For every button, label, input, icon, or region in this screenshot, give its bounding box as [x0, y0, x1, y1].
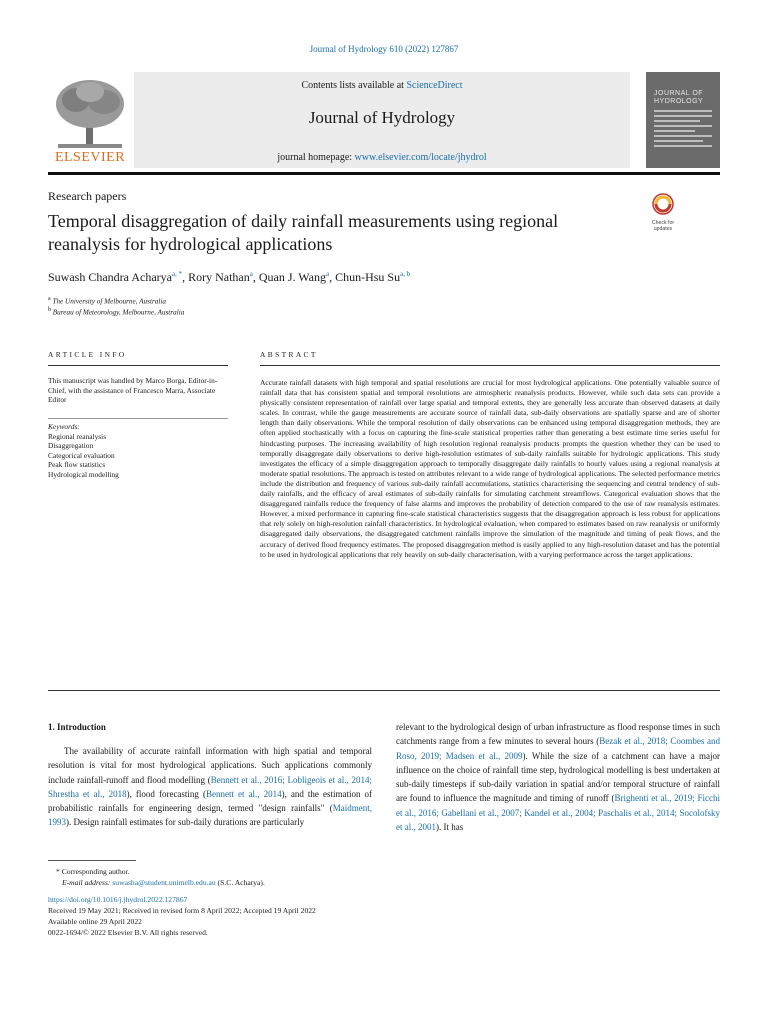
- abstract-bottom-rule: [48, 690, 720, 691]
- footnote-block: [48, 866, 316, 938]
- cover-title: JOURNAL OF HYDROLOGY: [654, 90, 704, 105]
- author-name: Rory Nathan: [188, 270, 250, 284]
- intro-text: ). Design rainfall estimates for sub-daily durations are particularly: [66, 817, 305, 828]
- intro-text: ). It has: [436, 822, 464, 833]
- intro-text: ). While the size of a catchment can have a major influence on the choice of rainfall time step, hydrological modelling is best undertaken at sub-daily timesteps if sub-daily variation in spatial and/or temporal structure of rainfall are found to influence the magnitude and timing of runoff (: [396, 750, 720, 804]
- keyword: Categorical evaluation: [48, 450, 115, 460]
- citation-link[interactable]: Bennett et al., 2016; Lobligeois et al., 2014; Shrestha et al., 2018: [48, 774, 372, 799]
- handled-by-note: This manuscript was handled by Marco Borga, Editor-in-Chief, with the assistance of Francesco Marra, Associate Editor: [48, 376, 218, 404]
- article-info-rule: [48, 365, 228, 366]
- header-rule: [48, 172, 720, 175]
- abstract-label: ABSTRACT: [260, 350, 318, 359]
- homepage-link[interactable]: www.elsevier.com/locate/jhydrol: [354, 152, 487, 163]
- received-dates: Received 19 May 2021; Received in revised form 8 April 2022; Accepted 19 April 2022: [48, 906, 316, 915]
- citation-link[interactable]: Maidment, 1993: [48, 803, 372, 828]
- journal-reference: Journal of Hydrology 610 (2022) 127867: [309, 44, 459, 54]
- check-updates-label: Check for updates: [651, 220, 675, 232]
- email-label: E-mail address:: [62, 878, 113, 887]
- intro-heading: 1. Introduction: [48, 722, 106, 732]
- article-title: Temporal disaggregation of daily rainfall measurements using regional reanalysis for hydrological applications: [48, 211, 559, 254]
- author-name: Chun-Hsu Su: [335, 270, 401, 284]
- author-affil-marker[interactable]: a: [325, 270, 330, 278]
- keyword: Disaggregation: [48, 441, 94, 450]
- journal-title: Journal of Hydrology: [308, 108, 456, 127]
- homepage-prefix: journal homepage:: [277, 152, 355, 163]
- author-affil-marker[interactable]: a: [249, 270, 253, 278]
- affiliation: [48, 296, 166, 305]
- author-affil-marker[interactable]: a, *: [171, 270, 183, 278]
- affiliation-marker: a: [48, 296, 51, 302]
- journal-cover: [646, 72, 720, 168]
- sciencedirect-link[interactable]: ScienceDirect: [406, 80, 463, 91]
- intro-text: ), flood forecasting (: [126, 788, 206, 799]
- intro-right-column: [396, 720, 720, 834]
- keywords-rule: [48, 418, 228, 419]
- intro-text: relevant to the hydrological design of urban infrastructure as flood response times in such catchments range from a few minutes to several hours (: [396, 722, 720, 747]
- keywords-label: Keywords:: [48, 422, 80, 431]
- affiliation-text: Bureau of Meteorology, Melbourne, Australia: [52, 308, 185, 317]
- elsevier-logo: [48, 72, 132, 168]
- contents-line: [134, 80, 630, 91]
- citation-link[interactable]: Bezak et al., 2018; Coombes and Roso, 2019; Madsen et al., 2009: [396, 736, 720, 761]
- journal-homepage: [134, 152, 630, 163]
- abstract-rule: [260, 365, 720, 366]
- contents-prefix: Contents lists available at: [301, 80, 407, 91]
- citation-link[interactable]: Brighenti et al., 2019; Ficchì et al., 2016; Gabellani et al., 2007; Kandel et al., 2004; Paschalis et al., 2014; Socolofsky et al., 2001: [396, 793, 721, 833]
- doi-link[interactable]: https://doi.org/10.1016/j.jhydrol.2022.127867: [48, 895, 188, 904]
- cover-lines: [654, 110, 712, 150]
- section-type: Research papers: [48, 189, 127, 203]
- keyword: Hydrological modelling: [48, 469, 119, 479]
- intro-left-column: [48, 744, 372, 830]
- email-suffix: (S.C. Acharya).: [215, 878, 265, 887]
- corresponding-text: Corresponding author.: [61, 867, 130, 876]
- email-line: [48, 877, 316, 888]
- affiliation-text: The University of Melbourne, Australia: [52, 297, 166, 306]
- author-name: Suwash Chandra Acharya: [48, 270, 172, 284]
- author-affil-marker[interactable]: a, b: [400, 270, 411, 278]
- affiliation-marker: b: [48, 307, 51, 313]
- author-list: Suwash Chandra Acharya$^{a, *}$, Rory Nathan$^a$, Quan J. Wang$^a$, Chun-Hsu Su$^{a, b}$: [48, 270, 411, 284]
- intro-text: ), and the estimation of probabilistic rainfalls for engineering design, termed "design rainfalls" (: [48, 788, 373, 814]
- corresponding-note: * Corresponding author.: [56, 867, 130, 876]
- author-name: Quan J. Wang: [258, 270, 326, 284]
- check-for-updates-badge[interactable]: [648, 193, 678, 232]
- email-link[interactable]: suwasha@student.unimelb.edu.au: [112, 878, 216, 887]
- footnote-rule: [48, 860, 136, 861]
- intro-text: The availability of accurate rainfall information with high spatial and temporal resolution is vital for most hydrological applications. Such applications commonly include rainfall-runoff and flood modelling (: [48, 746, 372, 785]
- affiliation: [48, 307, 184, 316]
- online-date: Available online 29 April 2022: [48, 917, 142, 926]
- abstract-text: Accurate rainfall datasets with high temporal and spatial resolutions are crucial for most hydrological applications. One potentially valuable source of rainfall data that has consistent spatial and temporal resolutions are atmospheric reanalysis products. However, while such data sets can provide a physically consistent representation of rainfall over large spatial and temporal extents, they are generally less accurate than observed datasets at daily scales. In contrast, while the gauge measurements are accurate source of rainfall data, sub-daily observations are spatially sparse and are of shorter length than daily observations. While the temporal resolution of daily observations can be enhanced using temporal disaggregation methods, they are often applied stochastically with a focus on capturing the fine-scale statistical properties rather than generating a best estimate time series useful for hindcasting purposes. The increasing availability of high resolution regional reanalysis products prompts the question whether they can be used to temporally disaggregate daily observations to derive high-resolution estimates of sub-daily rainfalls suitable for hydrologic applications. This study investigates the efficacy of a simple disaggregation approach to temporally disaggregate daily rainfalls to hourly values using a regional reanalysis at moderate spatial resolutions. The approach is tested on attributes relevant to a wide range of hydrological applications. The selected performance metrics include the distribution and frequency of various sub-daily rainfall accumulations, statistics characterising the sequencing and central tendency of sub-daily rainfalls, and the efficacy of areal estimates of sub-daily rainfalls for simulating catchment streamflows. Categorical evaluation shows that the disaggregated rainfalls reduce the frequency of false alarms and improves the probability of detection compared to the use of raw reanalysis estimates. However, a mixed performance in capturing fine-scale statistical characteristics suggests that the disaggregation approach is less robust for applications that rely solely on high-resolution rainfall characteristics. In hydrological evaluation, when compared to estimates based on raw reanalysis or uniformly disaggregated daily observations, the disaggregated catchment rainfalls improve the simulation of the magnitude and timing of peak flows, and the accuracy of derived flood frequency estimates. The proposed disaggregation method is easily applied to any high-resolution dataset and has the potential to be used in hydrological applications that rely heavily on sub-daily characterisation, with a varying performance across the target applications.: [260, 378, 720, 559]
- keyword: Peak flow statistics: [48, 460, 106, 469]
- keyword: Regional reanalysis: [48, 431, 107, 441]
- publisher-name: ELSEVIER: [54, 150, 126, 165]
- article-info-label: ARTICLE INFO: [48, 350, 127, 359]
- copyright: 0022-1694/© 2022 Elsevier B.V. All rights reserved.: [48, 928, 208, 937]
- check-updates-icon: [648, 193, 678, 215]
- citation-link[interactable]: Bennett et al., 2014: [205, 788, 282, 799]
- keywords-block: [48, 422, 228, 479]
